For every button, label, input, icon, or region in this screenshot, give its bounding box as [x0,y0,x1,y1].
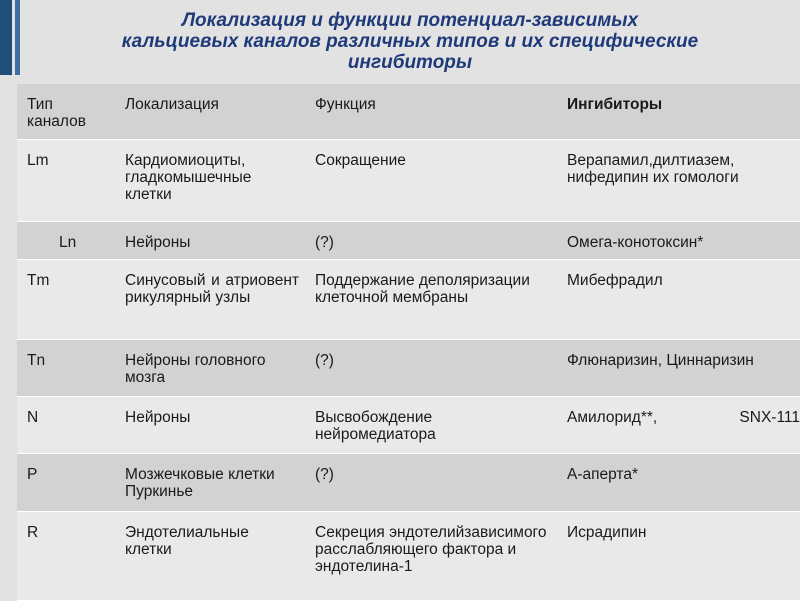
title-line-3: ингибиторы [347,52,473,73]
title-line-2: кальциевых каналов различных типов и их специфические [121,31,699,52]
calcium-channels-table [17,84,800,601]
cell-location: Мозжечковые клетки Пуркинье [115,453,305,511]
cell-location: Нейроны головного мозга [115,339,305,396]
cell-location: Синусовый и атриовентрикулярный узлы [115,259,305,339]
title-line-1: Локализация и функции потенциал-зависимых [181,10,639,31]
inhibitor-snx111: SNX-111 [739,408,800,426]
table-row [17,139,800,221]
table-row [17,511,800,600]
cell-inhibitors: Флюнаризин, Циннаризин [557,339,800,396]
cell-type: R [17,511,115,600]
cell-function: Поддержание деполяризации клеточной мембраны [305,259,557,339]
table-row [17,259,800,339]
cell-type: Tm [17,259,115,339]
header-function: Функция [305,84,557,139]
table-row [17,453,800,511]
cell-type: Ln [17,221,115,259]
cell-inhibitors: Омега-конотоксин* [557,221,800,259]
cell-inhibitors: А-аперта* [557,453,800,511]
cell-location: Кардиомиоциты, гладкомышечные клетки [115,139,305,221]
cell-type: Tn [17,339,115,396]
decorative-bar-dark [0,0,12,75]
cell-type: N [17,396,115,453]
cell-function: (?) [305,221,557,259]
cell-function: (?) [305,339,557,396]
table-row [17,396,800,453]
cell-inhibitors [557,396,800,453]
cell-function: Секреция эндотелийзависимого расслабляющего фактора и эндотелина-1 [305,511,557,600]
inhibitor-amiloride: Амилорид**, [567,408,658,426]
cell-type: Lm [17,139,115,221]
table-row [17,339,800,396]
cell-inhibitors: Исрадипин [557,511,800,600]
cell-function: Высвобождение нейромедиатора [305,396,557,453]
header-location: Локализация [115,84,305,139]
decorative-bar-light [15,0,20,75]
table-row [17,221,800,259]
cell-inhibitors: Верапамил,дилтиазем, нифедипин их гомологи [557,139,800,221]
cell-type: P [17,453,115,511]
cell-location: Нейроны [115,396,305,453]
header-type: Тип каналов [17,84,115,139]
cell-function: Сокращение [305,139,557,221]
slide-title [25,10,795,73]
cell-location: Нейроны [115,221,305,259]
cell-location: Эндотелиальные клетки [115,511,305,600]
cell-function: (?) [305,453,557,511]
header-inhibitors: Ингибиторы [557,84,800,139]
table-header-row [17,84,800,139]
cell-inhibitors: Мибефрадил [557,259,800,339]
